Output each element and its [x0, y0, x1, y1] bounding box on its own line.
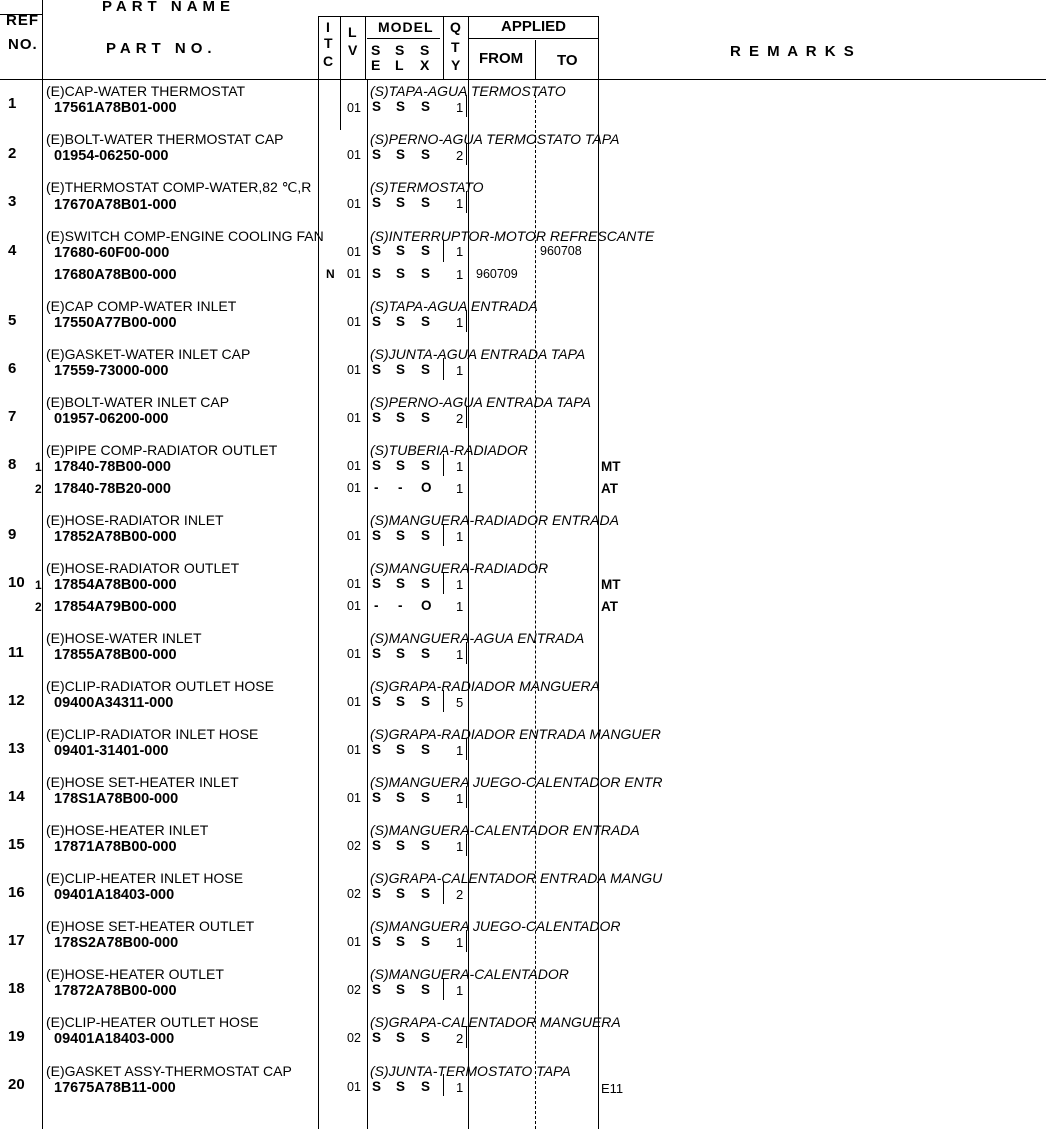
level: 01 [347, 647, 361, 661]
model-se-e: E [371, 57, 381, 73]
qty-tick [443, 572, 444, 594]
quantity: 1 [456, 839, 464, 854]
col-line-lv [340, 16, 341, 80]
model-sx: S [421, 314, 431, 329]
model-se: S [372, 886, 382, 901]
model-sl: - [398, 598, 403, 613]
quantity: 1 [456, 267, 464, 282]
model-se: S [372, 147, 382, 162]
model-se: - [374, 480, 379, 495]
model-sl: S [396, 646, 406, 661]
model-se: S [372, 982, 382, 997]
qty-tick [443, 454, 444, 476]
level: 01 [347, 101, 361, 115]
part-number: 17550A77B00-000 [54, 315, 177, 331]
model-se: S [372, 790, 382, 805]
spanish-name: (S)PERNO-AGUA TERMOSTATO TAPA [370, 131, 620, 147]
ref-number: 1 [8, 95, 17, 112]
quantity: 1 [456, 459, 464, 474]
no-header: NO. [8, 36, 38, 53]
part-name: (E)CLIP-HEATER OUTLET HOSE [46, 1014, 259, 1030]
part-number: 178S2A78B00-000 [54, 935, 179, 951]
itc-header-t: T [324, 35, 333, 51]
part-number: 01957-06200-000 [54, 411, 169, 427]
part-name: (E)PIPE COMP-RADIATOR OUTLET [46, 442, 278, 458]
col-line-itc [318, 16, 319, 80]
qty-tick [443, 978, 444, 1000]
model-sl: S [396, 886, 406, 901]
spanish-name: (S)PERNO-AGUA ENTRADA TAPA [370, 394, 591, 410]
quantity: 1 [456, 791, 464, 806]
quantity: 1 [456, 983, 464, 998]
quantity: 1 [456, 529, 464, 544]
header-bottom-line [0, 79, 1046, 80]
qty-tick [466, 738, 467, 760]
remarks: AT [601, 599, 618, 614]
part-name: (E)HOSE-HEATER INLET [46, 822, 209, 838]
level: 01 [347, 197, 361, 211]
col-line-remarks [598, 16, 599, 80]
model-sx: S [421, 576, 431, 591]
remarks: MT [601, 577, 621, 592]
model-sl: S [396, 458, 406, 473]
quantity: 1 [456, 577, 464, 592]
quantity: 2 [456, 887, 464, 902]
model-sx: S [421, 147, 431, 162]
part-name: (E)HOSE-RADIATOR INLET [46, 512, 224, 528]
level: 01 [347, 577, 361, 591]
to-header: TO [557, 52, 578, 69]
model-sl: S [396, 838, 406, 853]
part-name: (E)GASKET ASSY-THERMOSTAT CAP [46, 1063, 292, 1079]
level: 01 [347, 411, 361, 425]
quantity: 5 [456, 695, 464, 710]
model-sl: S [396, 742, 406, 757]
model-se: S [372, 266, 382, 281]
model-se: S [372, 195, 382, 210]
model-sl: S [396, 362, 406, 377]
ref-number: 13 [8, 740, 25, 757]
model-sx: S [421, 410, 431, 425]
quantity: 1 [456, 196, 464, 211]
part-number: 01954-06250-000 [54, 148, 169, 164]
part-number: 17871A78B00-000 [54, 839, 177, 855]
remarks-header: R E M A R K S [730, 43, 856, 60]
spanish-name: (S)MANGUERA-RADIADOR ENTRADA [370, 512, 619, 528]
model-se: S [372, 934, 382, 949]
header-top-line-right [318, 16, 598, 17]
part-number: 17840-78B20-000 [54, 481, 171, 497]
ref-number: 7 [8, 408, 17, 425]
model-underline [367, 38, 440, 39]
quantity: 1 [456, 647, 464, 662]
col-line-ref [42, 0, 43, 1129]
lv-header-v: V [348, 42, 358, 58]
model-sl: S [396, 266, 406, 281]
model-sx: O [421, 480, 432, 495]
model-se: S [372, 458, 382, 473]
part-name: (E)CAP-WATER THERMOSTAT [46, 83, 246, 99]
part-number: 09401A18403-000 [54, 887, 175, 903]
part-name: (E)BOLT-WATER INLET CAP [46, 394, 230, 410]
quantity: 1 [456, 244, 464, 259]
model-sl-s: S [395, 42, 405, 58]
model-sl: S [396, 576, 406, 591]
quantity: 1 [456, 315, 464, 330]
quantity: 2 [456, 148, 464, 163]
model-sl: S [396, 528, 406, 543]
spanish-name: (S)JUNTA-AGUA ENTRADA TAPA [370, 346, 586, 362]
model-se: S [372, 1030, 382, 1045]
qty-header-t: T [451, 39, 460, 55]
part-name: (E)CLIP-RADIATOR OUTLET HOSE [46, 678, 274, 694]
model-se: S [372, 1079, 382, 1094]
spanish-name: (S)GRAPA-CALENTADOR ENTRADA MANGU [370, 870, 663, 886]
qty-tick [466, 406, 467, 428]
spanish-name: (S)MANGUERA-AGUA ENTRADA [370, 630, 585, 646]
model-sl: S [396, 790, 406, 805]
spanish-name: (S)GRAPA-RADIADOR ENTRADA MANGUER [370, 726, 661, 742]
quantity: 1 [456, 599, 464, 614]
applied-to: 960708 [540, 244, 582, 258]
ref-number: 15 [8, 836, 25, 853]
sub-index: 1 [35, 460, 42, 474]
part-number: 17840-78B00-000 [54, 459, 171, 475]
part-number: 09401-31401-000 [54, 743, 169, 759]
part-no-header: PART NO. [106, 40, 217, 57]
part-name: (E)BOLT-WATER THERMOSTAT CAP [46, 131, 284, 147]
spanish-name: (S)GRAPA-RADIADOR MANGUERA [370, 678, 600, 694]
model-se: S [372, 362, 382, 377]
qty-tick [466, 191, 467, 213]
ref-number: 5 [8, 312, 17, 329]
level: 01 [347, 1080, 361, 1094]
qty-tick [443, 690, 444, 712]
part-number: 17855A78B00-000 [54, 647, 177, 663]
ref-number: 14 [8, 788, 25, 805]
part-number: 17854A79B00-000 [54, 599, 177, 615]
model-se: S [372, 742, 382, 757]
spanish-name: (S)MANGUERA JUEGO-CALENTADOR [370, 918, 621, 934]
model-sl-l: L [395, 57, 404, 73]
qty-tick [466, 143, 467, 165]
model-sl: - [398, 480, 403, 495]
quantity: 2 [456, 411, 464, 426]
part-name: (E)SWITCH COMP-ENGINE COOLING FAN [46, 228, 324, 244]
qty-tick [466, 1026, 467, 1048]
part-name-header: PART NAME [102, 0, 236, 15]
model-se: S [372, 99, 382, 114]
ref-number: 9 [8, 526, 17, 543]
itc-header-i: I [326, 19, 330, 35]
col-line-to [535, 40, 536, 80]
spanish-name: (S)INTERRUPTOR-MOTOR REFRESCANTE [370, 228, 655, 244]
ref-header: REF [6, 12, 39, 29]
applied-from: 960709 [476, 267, 518, 281]
model-se: S [372, 314, 382, 329]
part-number: 17670A78B01-000 [54, 197, 177, 213]
model-sl: S [396, 243, 406, 258]
quantity: 1 [456, 363, 464, 378]
model-sl: S [396, 694, 406, 709]
level: 01 [347, 743, 361, 757]
part-number: 178S1A78B00-000 [54, 791, 179, 807]
model-sx: S [421, 694, 431, 709]
ref-number: 17 [8, 932, 25, 949]
quantity: 1 [456, 743, 464, 758]
model-sx: S [421, 742, 431, 757]
remarks: E11 [601, 1081, 624, 1096]
model-sl: S [396, 99, 406, 114]
model-sl: S [396, 314, 406, 329]
col-line-model [365, 16, 366, 80]
applied-underline [468, 38, 598, 39]
ref-number: 10 [8, 574, 25, 591]
qty-header-y: Y [451, 57, 461, 73]
qty-tick [466, 786, 467, 808]
from-header: FROM [479, 50, 524, 67]
model-sx: S [421, 243, 431, 258]
level: 01 [347, 935, 361, 949]
model-sx: S [421, 790, 431, 805]
ref-number: 2 [8, 145, 17, 162]
remarks: AT [601, 481, 618, 496]
itc-flag: N [326, 267, 335, 281]
level: 01 [347, 481, 361, 495]
model-sx: S [421, 362, 431, 377]
ref-number: 11 [8, 644, 24, 661]
quantity: 1 [456, 100, 464, 115]
level: 01 [347, 148, 361, 162]
qty-tick [466, 642, 467, 664]
model-sx: S [421, 528, 431, 543]
part-number: 17675A78B11-000 [54, 1080, 176, 1096]
level: 01 [347, 459, 361, 473]
level: 01 [347, 529, 361, 543]
spanish-name: (S)TAPA-AGUA TERMOSTATO [370, 83, 566, 99]
ref-number: 3 [8, 193, 17, 210]
quantity: 1 [456, 481, 464, 496]
part-number: 17854A78B00-000 [54, 577, 177, 593]
qty-tick [466, 834, 467, 856]
ref-number: 20 [8, 1076, 25, 1093]
part-name: (E)CAP COMP-WATER INLET [46, 298, 237, 314]
part-name: (E)THERMOSTAT COMP-WATER,82 ℃,R [46, 179, 312, 195]
ref-number: 8 [8, 456, 17, 473]
ref-number: 4 [8, 242, 17, 259]
part-name: (E)HOSE-HEATER OUTLET [46, 966, 224, 982]
part-number: 17852A78B00-000 [54, 529, 177, 545]
level: 02 [347, 839, 361, 853]
header-top-line [0, 14, 42, 15]
model-sl: S [396, 982, 406, 997]
model-sx: S [421, 646, 431, 661]
part-number: 17680-60F00-000 [54, 245, 170, 261]
sub-index: 2 [35, 600, 42, 614]
level: 01 [347, 599, 361, 613]
part-name: (E)HOSE-RADIATOR OUTLET [46, 560, 240, 576]
part-name: (E)CLIP-RADIATOR INLET HOSE [46, 726, 259, 742]
qty-tick [443, 882, 444, 904]
model-se: S [372, 243, 382, 258]
model-se-s: S [371, 42, 381, 58]
part-name: (E)CLIP-HEATER INLET HOSE [46, 870, 244, 886]
part-number: 09401A18403-000 [54, 1031, 175, 1047]
level: 01 [347, 363, 361, 377]
ref-number: 6 [8, 360, 17, 377]
model-sx: S [421, 195, 431, 210]
ref-number: 19 [8, 1028, 25, 1045]
col-line-qty [443, 16, 444, 80]
ref-number: 16 [8, 884, 25, 901]
model-sl: S [396, 147, 406, 162]
level: 01 [347, 267, 361, 281]
model-sl: S [396, 410, 406, 425]
ref-number: 12 [8, 692, 25, 709]
itc-header-c: C [323, 53, 334, 69]
model-sx: S [421, 886, 431, 901]
quantity: 1 [456, 935, 464, 950]
qty-tick [466, 930, 467, 952]
model-se: S [372, 838, 382, 853]
spanish-name: (S)MANGUERA-CALENTADOR ENTRADA [370, 822, 640, 838]
sub-index: 2 [35, 482, 42, 496]
spanish-name: (S)TAPA-AGUA ENTRADA [370, 298, 538, 314]
level: 01 [347, 791, 361, 805]
model-se: - [374, 598, 379, 613]
spanish-name: (S)MANGUERA-RADIADOR [370, 560, 549, 576]
from-to-separator [535, 95, 536, 1129]
model-sl: S [396, 934, 406, 949]
model-sx: S [421, 1079, 431, 1094]
model-sx: S [421, 266, 431, 281]
part-number: 17872A78B00-000 [54, 983, 177, 999]
spanish-name: (S)MANGUERA-CALENTADOR [370, 966, 569, 982]
lv-header-l: L [348, 24, 357, 40]
spanish-name: (S)MANGUERA JUEGO-CALENTADOR ENTR [370, 774, 663, 790]
part-number: 17561A78B01-000 [54, 100, 177, 116]
spanish-name: (S)GRAPA-CALENTADOR MANGUERA [370, 1014, 621, 1030]
qty-tick [443, 358, 444, 380]
model-sx: S [421, 458, 431, 473]
part-name: (E)HOSE SET-HEATER INLET [46, 774, 239, 790]
level: 01 [347, 315, 361, 329]
model-sx: S [421, 934, 431, 949]
model-sl: S [396, 195, 406, 210]
model-sx: S [421, 982, 431, 997]
qty-header-q: Q [450, 19, 461, 35]
model-sx: S [421, 99, 431, 114]
body-line-lv [340, 80, 341, 130]
ref-number: 18 [8, 980, 25, 997]
quantity: 1 [456, 1080, 464, 1095]
part-number: 17680A78B00-000 [54, 267, 177, 283]
qty-tick [443, 1074, 444, 1096]
part-name: (E)HOSE SET-HEATER OUTLET [46, 918, 255, 934]
level: 01 [347, 695, 361, 709]
model-sx-x: X [420, 57, 430, 73]
spanish-name: (S)TUBERIA-RADIADOR [370, 442, 528, 458]
sub-index: 1 [35, 578, 42, 592]
spanish-name: (S)TERMOSTATO [370, 179, 484, 195]
model-se: S [372, 576, 382, 591]
model-sl: S [396, 1079, 406, 1094]
model-se: S [372, 694, 382, 709]
qty-tick [443, 524, 444, 546]
model-header: MODEL [378, 19, 434, 35]
model-sx: O [421, 598, 432, 613]
model-sx: S [421, 838, 431, 853]
applied-header: APPLIED [501, 18, 567, 35]
qty-tick [466, 95, 467, 117]
level: 02 [347, 983, 361, 997]
qty-tick [443, 240, 444, 262]
body-line-model [367, 80, 368, 1129]
model-sx-s: S [420, 42, 430, 58]
spanish-name: (S)JUNTA-TERMOSTATO TAPA [370, 1063, 571, 1079]
level: 02 [347, 887, 361, 901]
quantity: 2 [456, 1031, 464, 1046]
level: 02 [347, 1031, 361, 1045]
col-line-applied [468, 16, 469, 80]
model-se: S [372, 410, 382, 425]
model-sl: S [396, 1030, 406, 1045]
qty-tick [466, 310, 467, 332]
level: 01 [347, 245, 361, 259]
part-number: 09400A34311-000 [54, 695, 174, 711]
model-se: S [372, 528, 382, 543]
model-se: S [372, 646, 382, 661]
remarks: MT [601, 459, 621, 474]
model-sx: S [421, 1030, 431, 1045]
part-name: (E)GASKET-WATER INLET CAP [46, 346, 251, 362]
part-name: (E)HOSE-WATER INLET [46, 630, 202, 646]
part-number: 17559-73000-000 [54, 363, 169, 379]
